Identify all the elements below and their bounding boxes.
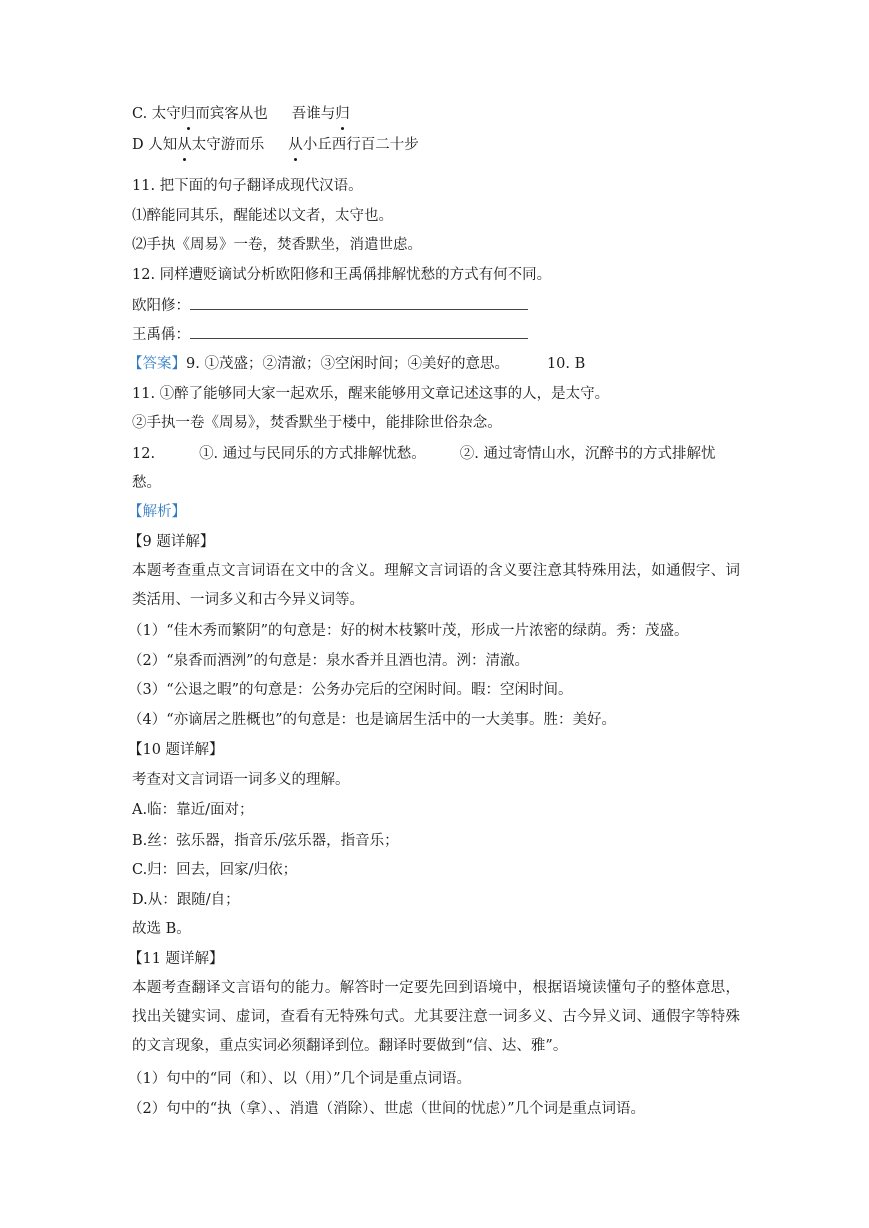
option-c-a-post: 而宾客从也 [195, 106, 268, 122]
option-d-label: D [132, 137, 149, 153]
option-d-a-dotted: 从 [177, 137, 192, 153]
option-d-a-post: 太守游而乐 [191, 137, 265, 153]
q9-intro: 本题考查重点文言词语在文中的含义。理解文言词语的含义要注意其特殊用法，如通假字、词类活用、一词多义和古今异义词等。 [132, 563, 740, 608]
answer-11-1: 11. ①醉了能够同大家一起欢乐，醒来能够用文章记述这事的人，是太守。 [132, 386, 610, 402]
answer-12-1: ①. 通过与民同乐的方式排解忧愁。 [199, 446, 426, 462]
q10-option-b: B.丝：弦乐器，指音乐/弦乐器，指音乐； [132, 833, 399, 849]
q12-ouyang-blank[interactable] [190, 297, 528, 310]
q12-title: 12. 同样遭贬谪试分析欧阳修和王禹偁排解忧愁的方式有何不同。 [132, 267, 552, 283]
option-c-b-pre: 吾谁与 [291, 106, 336, 122]
q11-sentence-1: ⑴醉能同其乐，醒能述以文者，太守也。 [132, 208, 393, 224]
q10-option-a: A.临：靠近/面对； [132, 802, 254, 818]
q11-intro: 本题考查翻译文言语句的能力。解答时一定要先回到语境中，根据语境读懂句子的整体意思，找出关键实词、虚词，查看有无特殊句式。尤其要注意一词多义、古今异义词、通假字等特殊的文言现象，重点实词必须翻译到位。翻译时要做到“信、达、雅”。 [132, 980, 740, 1054]
q12-ouyang-row [132, 296, 528, 316]
q9-item-2: （2）“泉香而酒洌”的句意是：泉水香并且酒也清。洌：清澈。 [128, 653, 530, 669]
option-c-a-dotted: 归 [180, 106, 196, 122]
answer-12-cont: 愁。 [132, 475, 161, 491]
option-d-b-dotted: 从 [288, 137, 303, 153]
q12-wang-blank[interactable] [190, 326, 528, 339]
q9-item-3: （3）“公退之暇”的句意是：公务办完后的空闲时间。暇：空闲时间。 [128, 682, 573, 698]
q9-item-1: （1）“佳木秀而繁阴”的句意是：好的树木枝繁叶茂，形成一片浓密的绿荫。秀：茂盛。 [128, 623, 689, 639]
answer-row [128, 354, 585, 374]
q12-ouyang-label: 欧阳修： [132, 298, 190, 314]
answer-11-2: ②手执一卷《周易》，焚香默坐于楼中，能排除世俗杂念。 [132, 415, 502, 431]
q10-intro: 考查对文言词语一词多义的理解。 [132, 772, 350, 788]
option-c-a-pre: 太守 [151, 106, 181, 122]
answer-12-2: ②. 通过寄情山水，沉醉书的方式排解忧 [459, 446, 716, 462]
option-c-b-dotted: 归 [335, 106, 350, 122]
q10-option-c: C.归：回去，回家/归依； [132, 862, 298, 878]
answer-12-num: 12. [132, 446, 156, 462]
q12-wang-label: 王禹偁： [132, 327, 190, 343]
answer-10: 10. B [546, 356, 586, 372]
option-d [132, 135, 419, 155]
option-c [132, 104, 350, 124]
q11-title: 11. 把下面的句子翻译成现代汉语。 [132, 178, 363, 194]
option-d-a-pre: 人知 [148, 137, 178, 153]
option-c-label: C. [132, 106, 152, 122]
q10-conclusion: 故选 B。 [132, 921, 191, 937]
q11-point-2: （2）句中的“执（拿）、、消遣（消除）、世虑（世间的忧虑）”几个词是重点词语。 [128, 1101, 646, 1117]
q11-heading: 【11 题详解】 [128, 951, 224, 967]
q10-option-d: D.从：跟随/自； [132, 892, 240, 908]
q11-sentence-2: ⑵手执《周易》一卷，焚香默坐，消遣世虑。 [132, 237, 422, 253]
q10-heading: 【10 题详解】 [128, 742, 224, 758]
answer-9: 9. ①茂盛；②清澈；③空闲时间；④美好的意思。 [186, 356, 509, 372]
q11-point-1: （1）句中的“同（和）、以（用）”几个词是重点词语。 [128, 1071, 472, 1087]
q12-wang-row [132, 325, 528, 345]
answer-tag: 【答案】 [128, 356, 186, 372]
analysis-tag: 【解析】 [128, 504, 186, 520]
answer-12-row [132, 444, 716, 464]
q9-heading: 【9 题详解】 [128, 534, 215, 550]
option-d-b-post: 小丘西行百二十步 [302, 137, 419, 153]
q9-item-4: （4）“亦谪居之胜概也”的句意是：也是谪居生活中的一大美事。胜：美好。 [128, 712, 617, 728]
